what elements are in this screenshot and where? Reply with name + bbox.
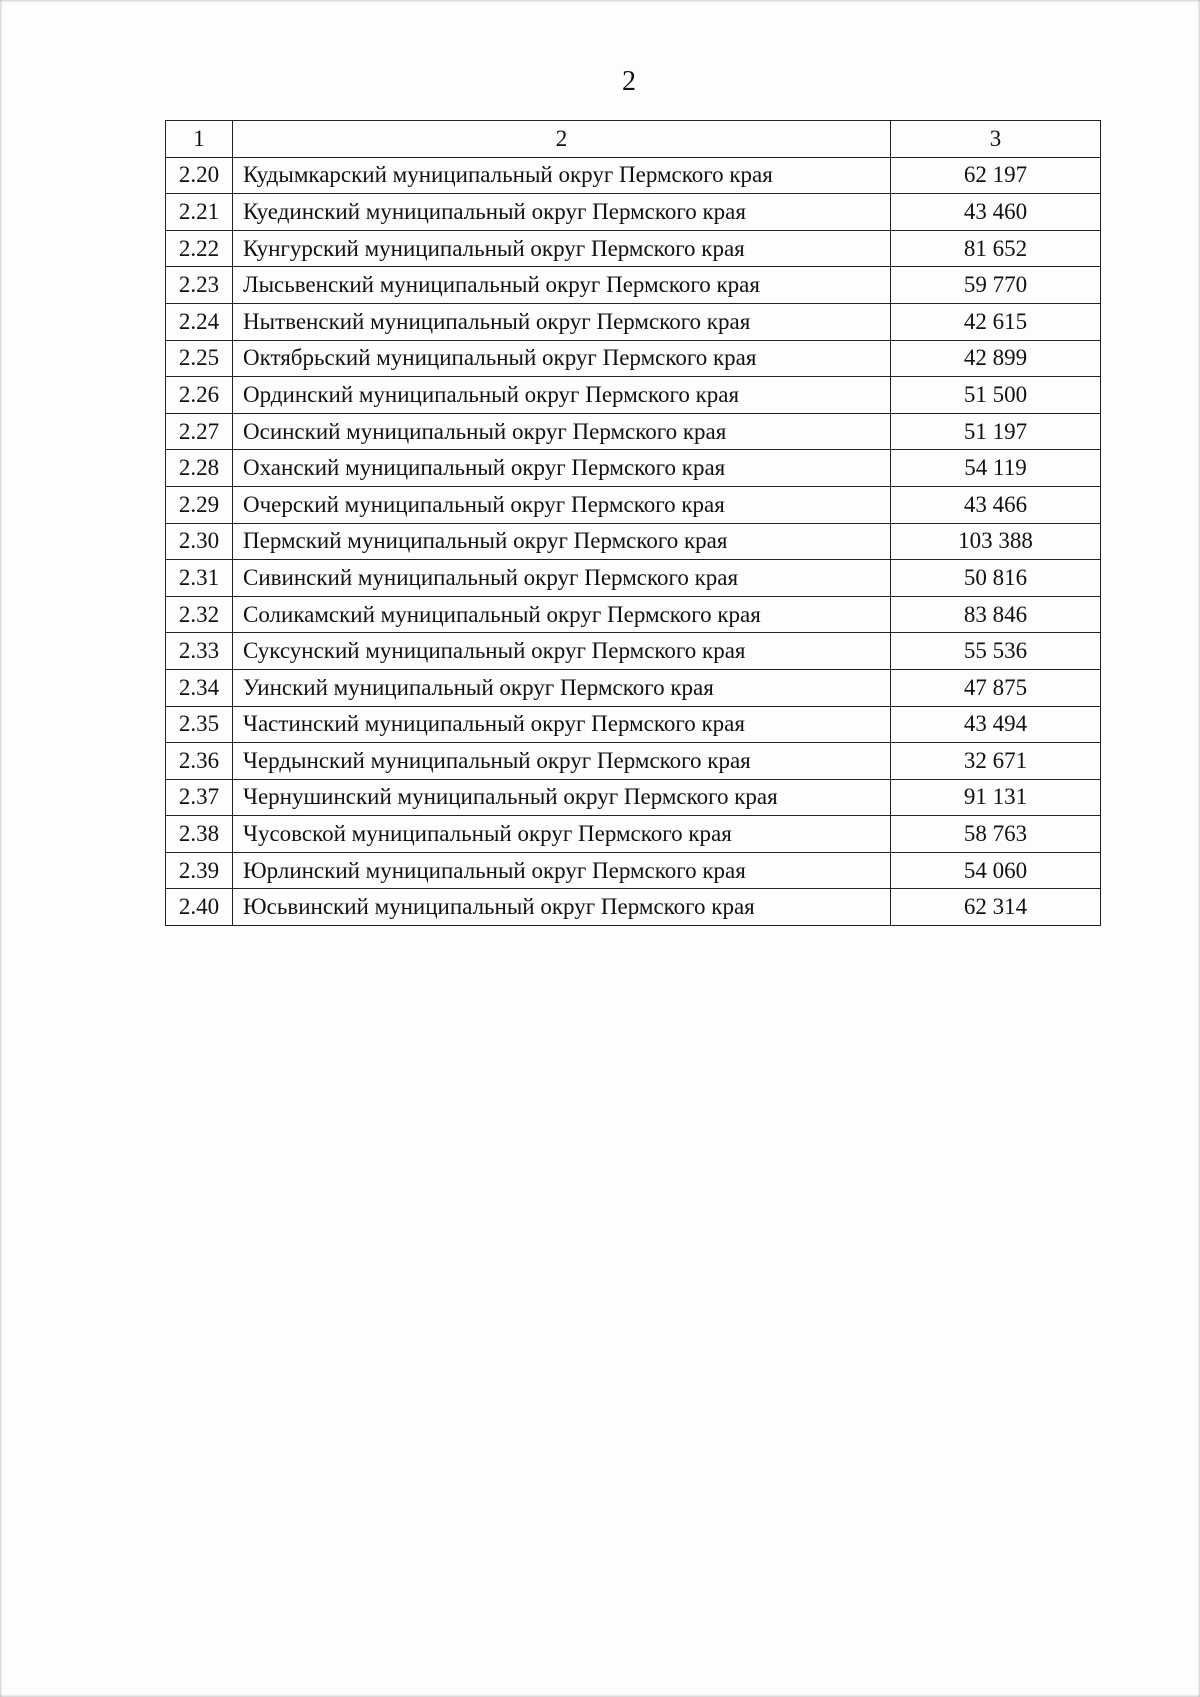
header-row: [166, 121, 1101, 158]
district-name: Чердынский муниципальный округ Пермского края: [233, 743, 891, 780]
district-name: Лысьвенский муниципальный округ Пермского края: [233, 267, 891, 304]
district-name: Осинский муниципальный округ Пермского края: [233, 413, 891, 450]
table-row: [166, 852, 1101, 889]
table-row: [166, 669, 1101, 706]
district-name: Оханский муниципальный округ Пермского края: [233, 450, 891, 487]
table-row: [166, 633, 1101, 670]
page-number: 2: [622, 66, 636, 97]
table-header: [166, 121, 1101, 158]
district-name: Юсьвинский муниципальный округ Пермского края: [233, 889, 891, 926]
table-row: [166, 816, 1101, 853]
district-value: 54 119: [891, 450, 1101, 487]
table-row: [166, 706, 1101, 743]
district-value: 81 652: [891, 230, 1101, 267]
row-number: 2.27: [166, 413, 233, 450]
row-number: 2.22: [166, 230, 233, 267]
district-value: 91 131: [891, 779, 1101, 816]
district-value: 54 060: [891, 852, 1101, 889]
table-row: [166, 194, 1101, 231]
table-row: [166, 560, 1101, 597]
district-value: 43 494: [891, 706, 1101, 743]
district-name: Чернушинский муниципальный округ Пермского края: [233, 779, 891, 816]
row-number: 2.33: [166, 633, 233, 670]
row-number: 2.40: [166, 889, 233, 926]
district-name: Кудымкарский муниципальный округ Пермского края: [233, 157, 891, 194]
table-body: [166, 157, 1101, 925]
district-value: 51 197: [891, 413, 1101, 450]
district-value: 50 816: [891, 560, 1101, 597]
header-col-3: 3: [891, 121, 1101, 158]
table-row: [166, 743, 1101, 780]
table-row: [166, 596, 1101, 633]
table-row: [166, 230, 1101, 267]
table-row: [166, 889, 1101, 926]
row-number: 2.26: [166, 377, 233, 414]
row-number: 2.29: [166, 486, 233, 523]
row-number: 2.34: [166, 669, 233, 706]
district-name: Суксунский муниципальный округ Пермского края: [233, 633, 891, 670]
district-value: 103 388: [891, 523, 1101, 560]
district-value: 43 466: [891, 486, 1101, 523]
district-table: [165, 120, 1101, 926]
district-value: 32 671: [891, 743, 1101, 780]
district-value: 62 314: [891, 889, 1101, 926]
row-number: 2.32: [166, 596, 233, 633]
table-row: [166, 377, 1101, 414]
row-number: 2.25: [166, 340, 233, 377]
district-name: Ординский муниципальный округ Пермского края: [233, 377, 891, 414]
district-name: Чусовской муниципальный округ Пермского края: [233, 816, 891, 853]
table-row: [166, 340, 1101, 377]
district-name: Соликамский муниципальный округ Пермского края: [233, 596, 891, 633]
district-value: 43 460: [891, 194, 1101, 231]
district-name: Юрлинский муниципальный округ Пермского края: [233, 852, 891, 889]
district-value: 62 197: [891, 157, 1101, 194]
row-number: 2.23: [166, 267, 233, 304]
row-number: 2.28: [166, 450, 233, 487]
district-value: 47 875: [891, 669, 1101, 706]
row-number: 2.30: [166, 523, 233, 560]
district-name: Кунгурский муниципальный округ Пермского края: [233, 230, 891, 267]
district-value: 83 846: [891, 596, 1101, 633]
row-number: 2.31: [166, 560, 233, 597]
row-number: 2.35: [166, 706, 233, 743]
district-value: 58 763: [891, 816, 1101, 853]
district-name: Частинский муниципальный округ Пермского края: [233, 706, 891, 743]
table-row: [166, 303, 1101, 340]
row-number: 2.37: [166, 779, 233, 816]
header-col-2: 2: [233, 121, 891, 158]
table-row: [166, 523, 1101, 560]
district-name: Октябрьский муниципальный округ Пермского края: [233, 340, 891, 377]
district-value: 51 500: [891, 377, 1101, 414]
table-row: [166, 779, 1101, 816]
district-name: Сивинский муниципальный округ Пермского края: [233, 560, 891, 597]
district-value: 42 615: [891, 303, 1101, 340]
district-value: 42 899: [891, 340, 1101, 377]
table-row: [166, 157, 1101, 194]
table-row: [166, 413, 1101, 450]
row-number: 2.24: [166, 303, 233, 340]
table-row: [166, 450, 1101, 487]
district-name: Пермский муниципальный округ Пермского края: [233, 523, 891, 560]
district-name: Очерский муниципальный округ Пермского края: [233, 486, 891, 523]
district-name: Нытвенский муниципальный округ Пермского края: [233, 303, 891, 340]
district-name: Куединский муниципальный округ Пермского края: [233, 194, 891, 231]
row-number: 2.38: [166, 816, 233, 853]
table-row: [166, 267, 1101, 304]
header-col-1: 1: [166, 121, 233, 158]
row-number: 2.21: [166, 194, 233, 231]
table-row: [166, 486, 1101, 523]
row-number: 2.36: [166, 743, 233, 780]
district-value: 59 770: [891, 267, 1101, 304]
district-value: 55 536: [891, 633, 1101, 670]
district-name: Уинский муниципальный округ Пермского края: [233, 669, 891, 706]
row-number: 2.39: [166, 852, 233, 889]
row-number: 2.20: [166, 157, 233, 194]
